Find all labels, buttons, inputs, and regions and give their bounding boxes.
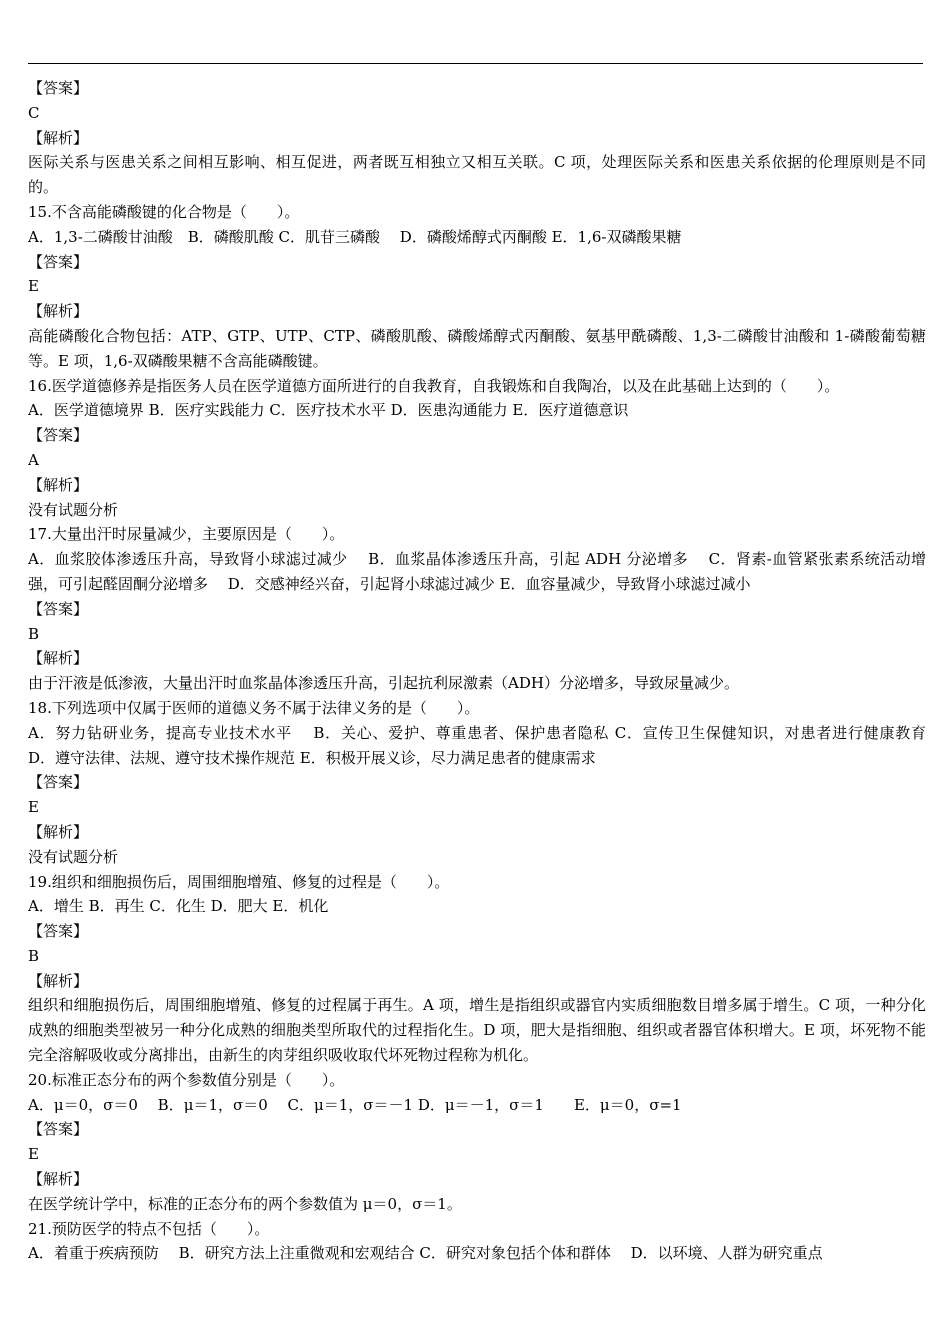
question-15: 15.不含高能磷酸键的化合物是（ ）。 — [28, 202, 300, 221]
answer-value: B — [28, 624, 40, 643]
analysis-heading: 【解析】 — [28, 971, 89, 990]
answer-value: B — [28, 946, 40, 965]
question-19-options: A．增生 B．再生 C．化生 D．肥大 E．机化 — [28, 897, 329, 916]
question-18-options: A．努力钻研业务，提高专业技术水平 B．关心、爱护、尊重患者、保护患者隐私 C．宣传卫生保健知识，对患者进行健康教育 D．遵守法律、法规、遵守技术操作规范 E．积极开展义诊，尽力满足患者的健康需求 — [28, 723, 946, 767]
question-16-options: A．医学道德境界 B．医疗实践能力 C．医疗技术水平 D．医患沟通能力 E．医疗道德意识 — [28, 401, 629, 420]
analysis-heading: 【解析】 — [28, 649, 89, 668]
analysis-heading: 【解析】 — [28, 822, 89, 841]
question-20-options: A．μ＝0，σ＝0 B．μ＝1，σ＝0 C．μ＝1，σ＝－1 D．μ＝－1，σ＝1 E．μ＝0，σ=1 — [28, 1095, 682, 1114]
answer-heading: 【答案】 — [28, 922, 89, 941]
question-20: 20.标准正态分布的两个参数值分别是（ ）。 — [28, 1070, 345, 1089]
analysis-heading: 【解析】 — [28, 475, 89, 494]
answer-value: A — [28, 450, 39, 469]
answer-heading: 【答案】 — [28, 599, 89, 618]
answer-heading: 【答案】 — [28, 79, 89, 97]
analysis-text: 没有试题分析 — [28, 847, 119, 866]
answer-value: E — [28, 1145, 39, 1164]
answer-value: E — [28, 277, 39, 296]
analysis-heading: 【解析】 — [28, 1170, 89, 1189]
analysis-text: 由于汗液是低渗液，大量出汗时血浆晶体渗透压升高，引起抗利尿激素（ADH）分泌增多，导致尿量减少。 — [28, 674, 739, 693]
question-19: 19.组织和细胞损伤后，周围细胞增殖、修复的过程是（ ）。 — [28, 872, 450, 891]
analysis-text: 高能磷酸化合物包括：ATP、GTP、UTP、CTP、磷酸肌酸、磷酸烯醇式丙酮酸、氨基甲酰磷酸、1,3-二磷酸甘油酸和 1-磷酸葡萄糖等。E 项，1,6-双磷酸果糖不含高能磷酸键。 — [28, 326, 926, 370]
analysis-text: 医际关系与医患关系之间相互影响、相互促进，两者既互相独立又相互关联。C 项，处理医际关系和医患关系依据的伦理原则是不同的。 — [28, 153, 926, 197]
analysis-text: 没有试题分析 — [28, 500, 119, 519]
answer-heading: 【答案】 — [28, 773, 89, 792]
question-21: 21.预防医学的特点不包括（ ）。 — [28, 1219, 270, 1238]
header-rule — [28, 63, 923, 64]
question-17: 17.大量出汗时尿量减少，主要原因是（ ）。 — [28, 525, 345, 544]
answer-heading: 【答案】 — [28, 1120, 89, 1139]
analysis-heading: 【解析】 — [28, 128, 89, 147]
question-15-options: A．1,3-二磷酸甘油酸 B．磷酸肌酸 C．肌苷三磷酸 D．磷酸烯醇式丙酮酸 E．1,6-双磷酸果糖 — [28, 227, 682, 246]
answer-heading: 【答案】 — [28, 252, 89, 271]
document-body — [28, 76, 946, 1266]
analysis-heading: 【解析】 — [28, 302, 89, 321]
question-16: 16.医学道德修养是指医务人员在医学道德方面所进行的自我教育，自我锻炼和自我陶冶，以及在此基础上达到的（ ）。 — [28, 376, 840, 395]
answer-heading: 【答案】 — [28, 426, 89, 445]
answer-value: C — [28, 103, 40, 122]
question-17-options: A．血浆胶体渗透压升高，导致肾小球滤过减少 B．血浆晶体渗透压升高，引起 ADH 分泌增多 C．肾素-血管紧张素系统活动增强，可引起醛固酮分泌增多 D．交感神经兴奋，引起肾小球滤过减少 E．血容量减少，导致肾小球滤过减小 — [28, 550, 926, 593]
analysis-text: 在医学统计学中，标准的正态分布的两个参数值为 μ＝0，σ＝1。 — [28, 1194, 462, 1213]
answer-value: E — [28, 798, 39, 817]
analysis-text: 组织和细胞损伤后，周围细胞增殖、修复的过程属于再生。A 项，增生是指组织或器官内实质细胞数目增多属于增生。C 项，一种分化成熟的细胞类型被另一种分化成熟的细胞类型所取代的过程指化生。D 项，肥大是指细胞、组织或者器官体积增大。E 项，坏死物不能完全溶解吸收或分离排出，由新生的肉芽组织吸收取代坏死物过程称为机化。 — [28, 996, 926, 1065]
question-18: 18.下列选项中仅属于医师的道德义务不属于法律义务的是（ ）。 — [28, 698, 480, 717]
question-21-options: A．着重于疾病预防 B．研究方法上注重微观和宏观结合 C．研究对象包括个体和群体 D．以环境、人群为研究重点 — [28, 1244, 823, 1263]
